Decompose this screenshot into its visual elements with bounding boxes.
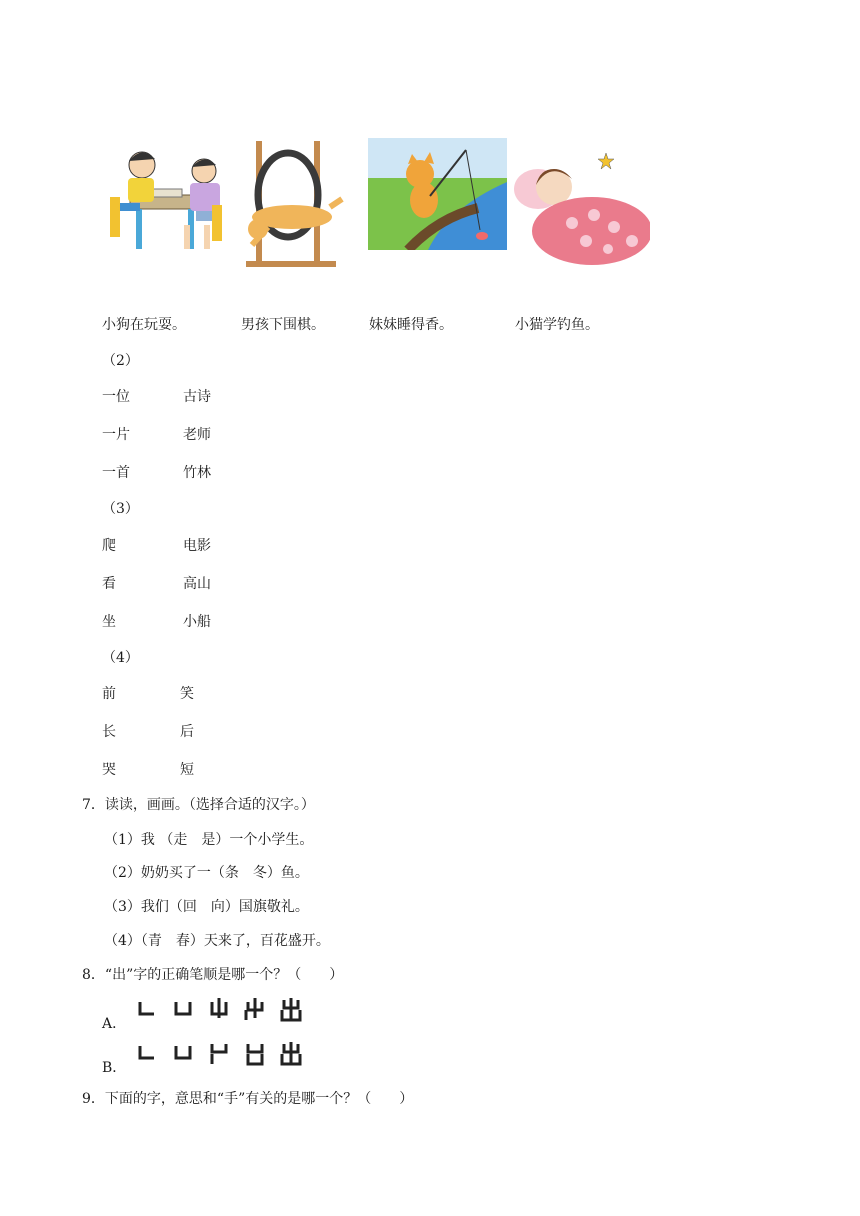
matching-left-item: 一片 [102,427,130,443]
matching-left-item: 爬 [102,538,116,554]
question-7-title: 7．读读，画画。（选择合适的汉字。） [82,797,315,813]
matching-left-item: 坐 [102,614,116,630]
caption-4: 小猫学钓鱼。 [515,317,599,333]
caption-3: 妹妹睡得香。 [369,317,453,333]
matching-left-item: 看 [102,576,116,592]
stroke-step [134,1040,160,1066]
question-9-title: 9．下面的字，意思和“手”有关的是哪一个？（ ） [82,1091,414,1107]
question-8-title: 8．“出”字的正确笔顺是哪一个？（ ） [82,967,344,983]
dog-jumping-hoop-illustration [238,141,344,271]
matching-right-item: 电影 [183,538,211,554]
matching-right-item: 小船 [183,614,211,630]
boys-playing-go-illustration [100,145,232,265]
question-7-item: （2）奶奶买了一（条 冬）鱼。 [104,865,309,881]
girl-sleeping-illustration [514,145,650,267]
caption-2: 男孩下围棋。 [241,317,325,333]
stroke-step [242,996,268,1022]
question-7-item: （3）我们（回 向）国旗敬礼。 [104,899,309,915]
matching-right-item: 短 [180,762,194,778]
question-7-item: （4）（青 春）天来了，百花盛开。 [104,933,330,949]
caption-1: 小狗在玩耍。 [102,317,186,333]
section-3-label: （3） [102,501,139,517]
stroke-order-sequence-a [134,996,304,1022]
stroke-step [278,996,304,1022]
matching-right-item: 后 [180,724,194,740]
stroke-step [206,996,232,1022]
matching-right-item: 笑 [180,686,194,702]
question-7-item: （1）我 （走 是）一个小学生。 [104,832,314,848]
stroke-step [278,1040,304,1066]
matching-left-item: 长 [102,724,116,740]
matching-right-item: 老师 [183,427,211,443]
option-b-label[interactable]: B． [102,1060,127,1076]
section-4-label: （4） [102,650,139,666]
matching-right-item: 竹林 [183,465,211,481]
stroke-step [242,1040,268,1066]
stroke-step [206,1040,232,1066]
matching-right-item: 古诗 [183,389,211,405]
matching-left-item: 哭 [102,762,116,778]
cat-fishing-illustration [368,138,507,250]
option-a-label[interactable]: A． [102,1016,127,1032]
stroke-order-sequence-b [134,1040,304,1066]
matching-right-item: 高山 [183,576,211,592]
stroke-step [134,996,160,1022]
stroke-step [170,996,196,1022]
matching-left-item: 一首 [102,465,130,481]
matching-left-item: 一位 [102,389,130,405]
section-2-label: （2） [102,353,139,369]
stroke-step [170,1040,196,1066]
matching-left-item: 前 [102,686,116,702]
